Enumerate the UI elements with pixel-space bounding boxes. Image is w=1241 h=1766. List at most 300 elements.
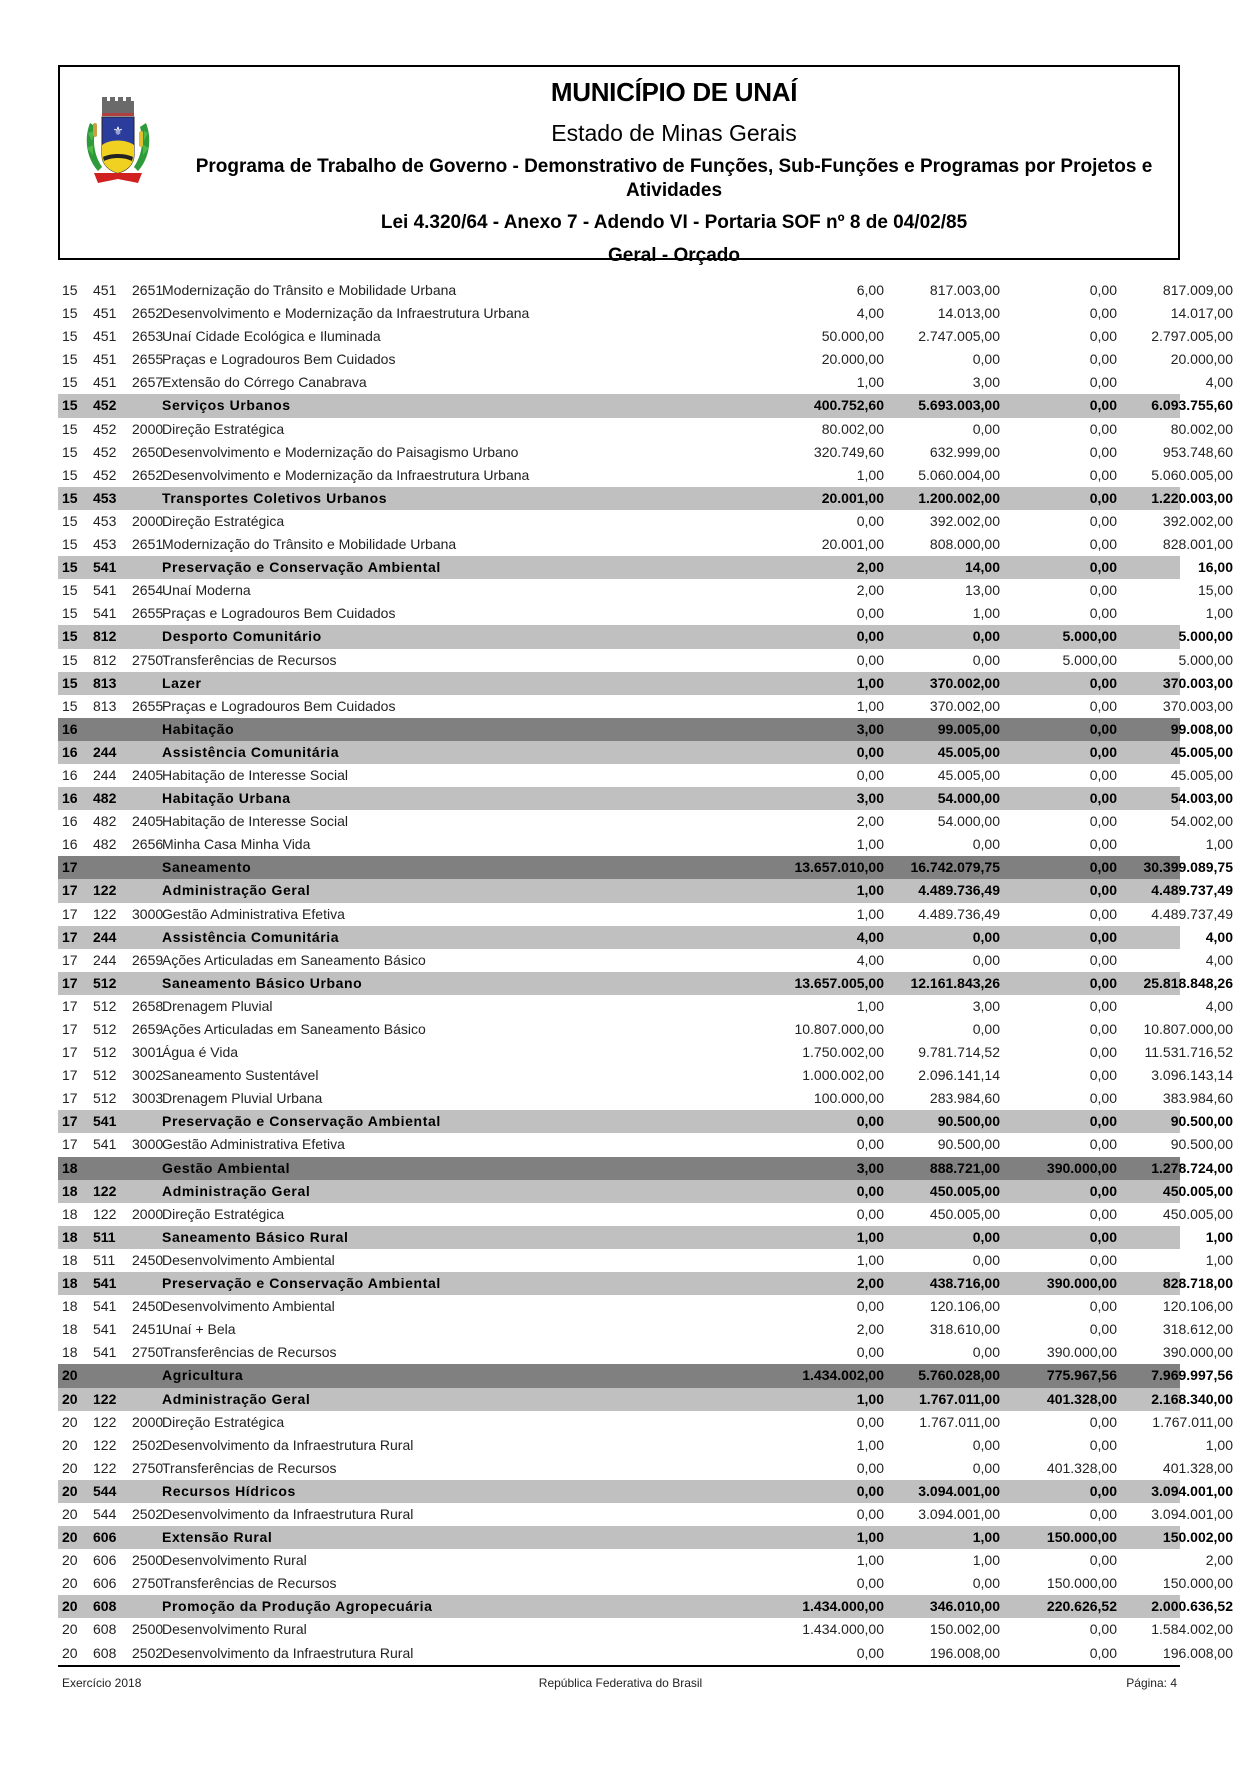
- value-total: 3.094.001,00: [1151, 1482, 1233, 1499]
- description: Transferências de Recursos: [162, 1575, 337, 1592]
- table-row: [58, 418, 1233, 441]
- program-code: 2653: [132, 328, 164, 345]
- description: Extensão Rural: [162, 1529, 273, 1546]
- program-title: Programa de Trabalho de Governo - Demonstrativo de Funções, Sub-Funções e Programas por Projetos e Atividades: [195, 156, 1153, 201]
- program-code: 2656: [132, 836, 164, 853]
- value-col-3: 390.000,00: [1046, 1159, 1117, 1176]
- value-col-1: 3,00: [856, 1159, 884, 1176]
- description: Assistência Comunitária: [162, 743, 340, 760]
- value-total: 2,00: [1205, 1552, 1233, 1569]
- program-code: 2655: [132, 351, 164, 368]
- value-col-3: 0,00: [1089, 1205, 1117, 1222]
- program-code: 3000: [132, 1136, 164, 1153]
- value-col-1: 1,00: [856, 1436, 884, 1453]
- value-total: 4,00: [1205, 951, 1233, 968]
- value-col-2: 90.500,00: [937, 1113, 1000, 1130]
- program-code: 2000: [132, 420, 164, 437]
- description: Desenvolvimento da Infraestrutura Rural: [162, 1436, 414, 1453]
- value-col-2: 4.489.736,49: [918, 905, 1000, 922]
- value-col-1: 1,00: [856, 836, 884, 853]
- value-col-2: 438.716,00: [929, 1275, 1000, 1292]
- value-total: 6.093.755,60: [1151, 397, 1233, 414]
- value-total: 4.489.737,49: [1151, 882, 1233, 899]
- value-col-2: 45.005,00: [937, 766, 1000, 783]
- function-code: 17: [62, 882, 78, 899]
- description: Desenvolvimento Ambiental: [162, 1251, 335, 1268]
- value-total: 3.096.143,14: [1151, 1067, 1233, 1084]
- value-col-1: 2,00: [856, 559, 884, 576]
- value-col-2: 0,00: [972, 836, 1000, 853]
- description: Drenagem Pluvial Urbana: [162, 1090, 323, 1107]
- subfunction-code: 606: [93, 1552, 117, 1569]
- subfunction-code: 482: [93, 813, 117, 830]
- value-col-2: 0,00: [972, 651, 1000, 668]
- value-col-1: 1,00: [856, 674, 884, 691]
- subfunction-code: 122: [93, 905, 117, 922]
- subfunction-code: 122: [93, 1459, 117, 1476]
- value-col-3: 0,00: [1089, 1436, 1117, 1453]
- description: Recursos Hídricos: [162, 1482, 296, 1499]
- table-row: [58, 1618, 1233, 1641]
- program-code: 2000: [132, 1205, 164, 1222]
- table-row: [58, 1133, 1233, 1156]
- function-code: 15: [62, 559, 78, 576]
- value-total: 392.002,00: [1162, 512, 1233, 529]
- value-col-2: 450.005,00: [929, 1182, 1000, 1199]
- subfunction-total-row: [58, 1388, 1233, 1411]
- value-col-1: 0,00: [856, 605, 884, 622]
- program-code: 2000: [132, 512, 164, 529]
- function-code: 15: [62, 374, 78, 391]
- description: Desenvolvimento Ambiental: [162, 1298, 335, 1315]
- value-total: 30.399.089,75: [1143, 859, 1233, 876]
- value-total: 20.000,00: [1170, 351, 1233, 368]
- subfunction-code: 122: [93, 1390, 117, 1407]
- value-col-2: 346.010,00: [929, 1598, 1000, 1615]
- value-total: 5.060.005,00: [1151, 466, 1233, 483]
- description: Promoção da Produção Agropecuária: [162, 1598, 433, 1615]
- value-col-3: 775.967,56: [1046, 1367, 1117, 1384]
- function-code: 17: [62, 928, 78, 945]
- function-total-row: [58, 1157, 1233, 1180]
- value-col-3: 0,00: [1089, 882, 1117, 899]
- function-code: 15: [62, 305, 78, 322]
- value-col-2: 54.000,00: [937, 813, 1000, 830]
- subfunction-code: 122: [93, 1182, 117, 1199]
- function-code: 20: [62, 1482, 78, 1499]
- description: Ações Articuladas em Saneamento Básico: [162, 951, 426, 968]
- description: Saneamento: [162, 859, 252, 876]
- subfunction-code: 606: [93, 1529, 117, 1546]
- value-col-3: 0,00: [1089, 1482, 1117, 1499]
- program-code: 3002: [132, 1067, 164, 1084]
- value-col-2: 0,00: [972, 1575, 1000, 1592]
- program-code: 2659: [132, 1021, 164, 1037]
- value-col-1: 1,00: [856, 374, 884, 391]
- footer-page-number: Página: 4: [1126, 1676, 1177, 1690]
- value-col-1: 0,00: [856, 1413, 884, 1430]
- value-col-2: 1.767.011,00: [919, 1390, 1000, 1407]
- program-code: 2451: [132, 1321, 164, 1338]
- subfunction-code: 541: [93, 1275, 117, 1292]
- table-row: [58, 1503, 1233, 1526]
- value-col-2: 888.721,00: [929, 1159, 1000, 1176]
- value-total: 817.009,00: [1162, 282, 1233, 298]
- value-col-3: 390.000,00: [1046, 1275, 1117, 1292]
- value-total: 383.984,60: [1162, 1090, 1233, 1107]
- table-row: [58, 695, 1233, 718]
- function-total-row: [58, 718, 1233, 741]
- value-col-2: 12.161.843,26: [910, 974, 1000, 991]
- value-col-1: 1.000.002,00: [802, 1067, 884, 1084]
- function-code: 17: [62, 1136, 78, 1153]
- description: Preservação e Conservação Ambiental: [162, 1113, 441, 1130]
- value-col-2: 5.060.004,00: [918, 466, 1000, 483]
- value-col-1: 10.807.000,00: [794, 1021, 884, 1037]
- value-total: 90.500,00: [1170, 1113, 1233, 1130]
- table-row: [58, 949, 1233, 972]
- subfunction-code: 453: [93, 512, 117, 529]
- program-code: 2652: [132, 305, 164, 322]
- value-col-1: 2,00: [856, 582, 884, 599]
- program-code: 2750: [132, 651, 164, 668]
- subfunction-code: 541: [93, 1113, 117, 1130]
- description: Gestão Ambiental: [162, 1159, 291, 1176]
- value-col-2: 1,00: [972, 1552, 1000, 1569]
- function-code: 15: [62, 582, 78, 599]
- value-col-2: 0,00: [972, 1251, 1000, 1268]
- description: Minha Casa Minha Vida: [162, 836, 311, 853]
- program-code: 2652: [132, 466, 164, 483]
- value-total: 828.718,00: [1162, 1275, 1233, 1292]
- value-col-2: 13,00: [964, 582, 1000, 599]
- function-code: 20: [62, 1529, 78, 1546]
- value-col-1: 0,00: [856, 1505, 884, 1522]
- value-col-3: 0,00: [1089, 1136, 1117, 1153]
- value-col-1: 0,00: [856, 651, 884, 668]
- value-col-2: 0,00: [972, 351, 1000, 368]
- subfunction-code: 482: [93, 790, 117, 807]
- subfunction-total-row: [58, 556, 1233, 579]
- value-col-3: 0,00: [1089, 1621, 1117, 1638]
- table-row: [58, 1572, 1233, 1595]
- value-col-2: 0,00: [972, 928, 1000, 945]
- value-col-2: 1.767.011,00: [919, 1413, 1000, 1430]
- function-code: 20: [62, 1505, 78, 1522]
- value-col-2: 0,00: [972, 628, 1000, 645]
- value-col-3: 220.626,52: [1046, 1598, 1117, 1615]
- table-row: [58, 1549, 1233, 1572]
- value-col-3: 150.000,00: [1046, 1575, 1117, 1592]
- function-code: 17: [62, 1021, 78, 1037]
- function-code: 17: [62, 1067, 78, 1084]
- function-code: 20: [62, 1459, 78, 1476]
- program-code: 2500: [132, 1621, 164, 1638]
- subfunction-code: 541: [93, 1344, 117, 1361]
- function-code: 18: [62, 1228, 78, 1245]
- subfunction-code: 482: [93, 836, 117, 853]
- description: Administração Geral: [162, 1390, 311, 1407]
- program-code: 2655: [132, 697, 164, 714]
- program-code: 3000: [132, 905, 164, 922]
- value-total: 15,00: [1197, 582, 1233, 599]
- description: Gestão Administrativa Efetiva: [162, 905, 345, 922]
- value-col-3: 0,00: [1089, 951, 1117, 968]
- subfunction-total-row: [58, 625, 1233, 648]
- description: Modernização do Trânsito e Mobilidade Urbana: [162, 282, 457, 298]
- value-col-3: 0,00: [1089, 605, 1117, 622]
- table-row: [58, 1318, 1233, 1341]
- subfunction-code: 451: [93, 351, 117, 368]
- value-col-2: 1,00: [972, 1529, 1000, 1546]
- function-code: 20: [62, 1367, 78, 1384]
- value-total: 25.818.848,26: [1143, 974, 1233, 991]
- subfunction-code: 544: [93, 1505, 117, 1522]
- value-col-2: 3,00: [972, 374, 1000, 391]
- value-total: 370.003,00: [1162, 674, 1233, 691]
- function-code: 17: [62, 1090, 78, 1107]
- table-row: [58, 348, 1233, 371]
- value-col-3: 0,00: [1089, 1067, 1117, 1084]
- value-col-2: 3.094.001,00: [918, 1505, 1000, 1522]
- function-code: 20: [62, 1598, 78, 1615]
- value-total: 4.489.737,49: [1151, 905, 1233, 922]
- table-row: [58, 903, 1233, 926]
- value-total: 2.168.340,00: [1151, 1390, 1233, 1407]
- value-col-1: 1,00: [856, 997, 884, 1014]
- subfunction-code: 512: [93, 1090, 117, 1107]
- value-col-2: 370.002,00: [929, 697, 1000, 714]
- value-col-1: 20.001,00: [821, 536, 884, 553]
- value-col-3: 0,00: [1089, 305, 1117, 322]
- description: Preservação e Conservação Ambiental: [162, 1275, 441, 1292]
- program-code: 2651: [132, 282, 164, 298]
- value-col-3: 0,00: [1089, 582, 1117, 599]
- value-col-2: 99.005,00: [937, 720, 1000, 737]
- subfunction-code: 541: [93, 1298, 117, 1315]
- function-code: 16: [62, 743, 78, 760]
- report-scope: Geral - Orçado: [608, 245, 740, 266]
- value-col-3: 0,00: [1089, 1090, 1117, 1107]
- value-col-3: 0,00: [1089, 559, 1117, 576]
- subfunction-code: 511: [93, 1228, 116, 1245]
- value-total: 1.278.724,00: [1151, 1159, 1233, 1176]
- svg-text:⚜: ⚜: [112, 124, 124, 138]
- function-code: 17: [62, 859, 78, 876]
- function-code: 16: [62, 813, 78, 830]
- value-col-1: 0,00: [856, 1182, 884, 1199]
- program-code: 2750: [132, 1575, 164, 1592]
- value-total: 318.612,00: [1162, 1321, 1233, 1338]
- description: Unaí Moderna: [162, 582, 251, 599]
- value-col-2: 90.500,00: [937, 1136, 1000, 1153]
- value-col-1: 80.002,00: [821, 420, 884, 437]
- value-col-3: 0,00: [1089, 1228, 1117, 1245]
- value-col-3: 0,00: [1089, 489, 1117, 506]
- subfunction-code: 452: [93, 420, 117, 437]
- function-code: 15: [62, 420, 78, 437]
- value-total: 4,00: [1205, 997, 1233, 1014]
- value-col-1: 1,00: [856, 1529, 884, 1546]
- value-col-1: 4,00: [856, 928, 884, 945]
- program-code: 2502: [132, 1644, 164, 1661]
- value-col-3: 0,00: [1089, 928, 1117, 945]
- table-row: [58, 510, 1233, 533]
- value-col-2: 0,00: [972, 420, 1000, 437]
- state-subtitle: Estado de Minas Gerais: [551, 120, 797, 146]
- description: Gestão Administrativa Efetiva: [162, 1136, 345, 1153]
- table-row: [58, 1041, 1233, 1064]
- program-code: 2651: [132, 536, 164, 553]
- subfunction-code: 541: [93, 1136, 117, 1153]
- subfunction-code: 544: [93, 1482, 117, 1499]
- value-col-3: 0,00: [1089, 974, 1117, 991]
- value-col-1: 0,00: [856, 628, 884, 645]
- subfunction-code: 451: [93, 328, 117, 345]
- function-code: 20: [62, 1436, 78, 1453]
- subfunction-code: 122: [93, 1205, 117, 1222]
- value-total: 5.000,00: [1178, 651, 1233, 668]
- value-col-3: 0,00: [1089, 836, 1117, 853]
- value-col-3: 0,00: [1089, 351, 1117, 368]
- subfunction-code: 452: [93, 443, 117, 460]
- table-row: [58, 1295, 1233, 1318]
- program-code: 3001: [132, 1044, 164, 1061]
- function-code: 20: [62, 1413, 78, 1430]
- value-col-2: 808.000,00: [929, 536, 1000, 553]
- value-col-1: 320.749,60: [813, 443, 884, 460]
- function-code: 15: [62, 282, 78, 298]
- function-code: 18: [62, 1251, 78, 1268]
- value-col-3: 0,00: [1089, 443, 1117, 460]
- subfunction-code: 608: [93, 1598, 117, 1615]
- value-col-1: 0,00: [856, 1136, 884, 1153]
- description: Direção Estratégica: [162, 1413, 285, 1430]
- value-col-2: 817.003,00: [929, 282, 1000, 298]
- value-col-1: 0,00: [856, 1459, 884, 1476]
- value-col-1: 0,00: [856, 1113, 884, 1130]
- subfunction-total-row: [58, 1480, 1233, 1503]
- value-total: 1.584.002,00: [1151, 1621, 1233, 1638]
- subfunction-total-row: [58, 1110, 1233, 1133]
- budget-table: [58, 279, 1233, 1665]
- description: Direção Estratégica: [162, 420, 285, 437]
- description: Administração Geral: [162, 1182, 311, 1199]
- value-col-3: 0,00: [1089, 420, 1117, 437]
- value-col-2: 4.489.736,49: [918, 882, 1000, 899]
- value-col-3: 0,00: [1089, 1552, 1117, 1569]
- table-row: [58, 1642, 1233, 1665]
- value-col-1: 13.657.005,00: [794, 974, 884, 991]
- function-code: 18: [62, 1344, 78, 1361]
- value-col-3: 0,00: [1089, 1044, 1117, 1061]
- subfunction-total-row: [58, 972, 1233, 995]
- value-total: 10.807.000,00: [1143, 1021, 1233, 1037]
- function-code: 17: [62, 951, 78, 968]
- value-col-1: 1,00: [856, 1390, 884, 1407]
- value-col-2: 14.013,00: [937, 305, 1000, 322]
- subfunction-total-row: [58, 1226, 1233, 1249]
- table-row: [58, 1457, 1233, 1480]
- value-col-1: 3,00: [856, 720, 884, 737]
- description: Desporto Comunitário: [162, 628, 322, 645]
- value-col-2: 0,00: [972, 1436, 1000, 1453]
- value-total: 45.005,00: [1170, 743, 1233, 760]
- function-code: 16: [62, 720, 78, 737]
- value-total: 1,00: [1205, 836, 1233, 853]
- subfunction-code: 122: [93, 1413, 117, 1430]
- description: Administração Geral: [162, 882, 311, 899]
- value-col-3: 0,00: [1089, 1321, 1117, 1338]
- description: Direção Estratégica: [162, 512, 285, 529]
- program-code: 2450: [132, 1251, 164, 1268]
- subfunction-code: 512: [93, 974, 117, 991]
- description: Serviços Urbanos: [162, 397, 291, 414]
- subfunction-code: 512: [93, 1021, 117, 1037]
- table-row: [58, 279, 1233, 302]
- program-code: 2657: [132, 374, 164, 391]
- table-row: [58, 579, 1233, 602]
- program-code: 2000: [132, 1413, 164, 1430]
- value-col-1: 20.001,00: [821, 489, 884, 506]
- law-reference: Lei 4.320/64 - Anexo 7 - Adendo VI - Portaria SOF nº 8 de 04/02/85: [380, 212, 968, 233]
- program-code: 2502: [132, 1436, 164, 1453]
- value-total: 401.328,00: [1162, 1459, 1233, 1476]
- subfunction-code: 541: [93, 1321, 117, 1338]
- table-row: [58, 1064, 1233, 1087]
- table-row: [58, 833, 1233, 856]
- value-col-1: 2,00: [856, 1321, 884, 1338]
- value-col-1: 0,00: [856, 1575, 884, 1592]
- function-code: 18: [62, 1275, 78, 1292]
- value-col-1: 4,00: [856, 951, 884, 968]
- function-total-row: [58, 856, 1233, 879]
- value-total: 953.748,60: [1162, 443, 1233, 460]
- subfunction-code: 122: [93, 1436, 117, 1453]
- value-col-3: 0,00: [1089, 1182, 1117, 1199]
- table-row: [58, 1087, 1233, 1110]
- subfunction-code: 541: [93, 559, 117, 576]
- value-col-3: 0,00: [1089, 674, 1117, 691]
- table-row: [58, 371, 1233, 394]
- value-col-2: 16.742.079,75: [910, 859, 1000, 876]
- description: Transferências de Recursos: [162, 651, 337, 668]
- value-total: 14.017,00: [1170, 305, 1233, 322]
- value-col-1: 1,00: [856, 466, 884, 483]
- value-total: 370.003,00: [1162, 697, 1233, 714]
- subfunction-total-row: [58, 926, 1233, 949]
- value-total: 99.008,00: [1170, 720, 1233, 737]
- value-total: 80.002,00: [1170, 420, 1233, 437]
- value-col-3: 5.000,00: [1062, 628, 1117, 645]
- value-total: 450.005,00: [1162, 1205, 1233, 1222]
- function-code: 15: [62, 489, 78, 506]
- value-col-1: 2,00: [856, 1275, 884, 1292]
- value-col-2: 0,00: [972, 1228, 1000, 1245]
- table-row: [58, 1341, 1233, 1364]
- table-row: [58, 810, 1233, 833]
- value-col-2: 0,00: [972, 1021, 1000, 1037]
- value-col-3: 0,00: [1089, 1113, 1117, 1130]
- value-total: 90.500,00: [1170, 1136, 1233, 1153]
- function-code: 15: [62, 512, 78, 529]
- description: Saneamento Básico Urbano: [162, 974, 363, 991]
- table-row: [58, 1411, 1233, 1434]
- value-col-3: 0,00: [1089, 1021, 1117, 1037]
- function-code: 15: [62, 443, 78, 460]
- description: Saneamento Básico Rural: [162, 1228, 349, 1245]
- value-col-2: 45.005,00: [937, 743, 1000, 760]
